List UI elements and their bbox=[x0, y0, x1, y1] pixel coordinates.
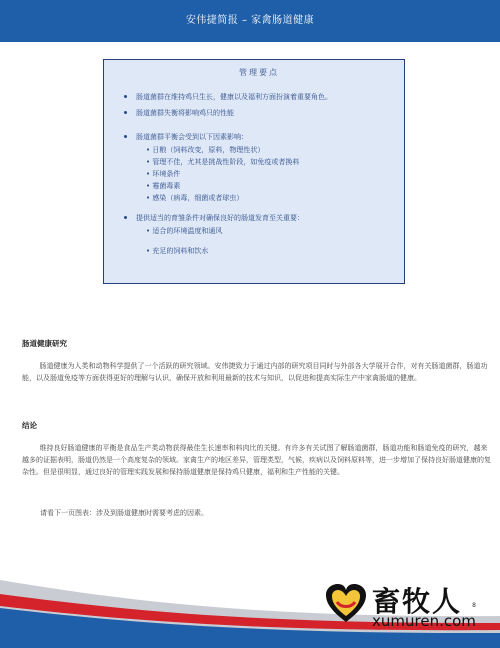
summary-bullet bbox=[124, 92, 394, 102]
summary-bullet bbox=[124, 132, 394, 203]
header-title: 安伟捷简报 – 家禽肠道健康 bbox=[185, 15, 315, 26]
sub-item: • 霉菌毒素 bbox=[146, 182, 181, 190]
factor-sub-list bbox=[136, 145, 394, 203]
research-body: 肠道健康为人类和动物科学提供了一个活跃的研究领域。安伟捷致力于通过内部的研究项目同时与外部各大学展开合作，对有关肠道菌群，肠道功能，以及肠道免疫等方面获得更好的理解与认识，确保开放和利用最新的技术与知识，以促进和提高实际生产中家禽肠道的健康。 bbox=[22, 362, 488, 382]
page-header bbox=[0, 0, 500, 42]
conclusion-body: 维持良好肠道健康的平衡是食品生产类动物获得最佳生长速率和料肉比的关键。有许多有关试图了解肠道菌群，肠道功能和肠道免疫的研究，越来越多的证据表明，肠道仍然是一个高度复杂的领域。家禽生产的地区差异，管理类型，气候，疾病以及饲料原料等，进一步增加了保持良好肠道健康的复杂性。但是很明显，通过良好的管理实践发展和保持肠道健康是保持鸡只健康，福利和生产性能的关键。 bbox=[22, 444, 491, 476]
page-number: 8 bbox=[472, 602, 476, 609]
research-heading: 肠道健康研究 bbox=[22, 339, 67, 348]
next-page-note: 请看下一页图表：涉及到肠道健康时需要考虑的因素。 bbox=[40, 509, 208, 517]
sub-item: • 充足的饲料和饮水 bbox=[146, 247, 209, 255]
summary-bullet-text: 肠道菌群失衡将影响鸡只的性能 bbox=[136, 109, 234, 117]
summary-title: 管理要点 bbox=[239, 68, 279, 77]
sub-item: • 感染（病毒，细菌或者球虫） bbox=[146, 194, 244, 202]
summary-bullet-text: 肠道菌群平衡会受到以下因素影响： bbox=[136, 133, 248, 141]
conclusion-heading: 结论 bbox=[22, 421, 37, 430]
heart-logo-icon bbox=[324, 582, 368, 626]
summary-bullet bbox=[124, 108, 394, 118]
sub-item: • 适合的环境温度和通风 bbox=[146, 227, 223, 235]
summary-bullet bbox=[124, 213, 394, 256]
logo-url: xumuren.com bbox=[372, 612, 476, 630]
summary-bullet-text: 提供适当的育雏条件对确保良好的肠道发育至关重要： bbox=[136, 214, 304, 222]
brooding-sub-list bbox=[136, 226, 394, 256]
xumuren-logo bbox=[322, 578, 482, 630]
summary-bullet-text: 肠道菌群在维持鸡只生长，健康以及福利方面扮演着重要角色。 bbox=[136, 93, 332, 101]
sub-item: • 日粮（饲料改变，原料，物理性状） bbox=[146, 146, 265, 154]
sub-item: • 管理不佳，尤其是挑战性阶段，如免疫或者换料 bbox=[146, 158, 300, 166]
summary-bullet-list bbox=[124, 92, 394, 256]
conclusion-section bbox=[22, 420, 492, 478]
research-section bbox=[22, 338, 492, 384]
management-summary-box bbox=[103, 59, 405, 284]
logo-text: 畜牧人 bbox=[372, 585, 463, 618]
sub-item: • 环境条件 bbox=[146, 170, 181, 178]
